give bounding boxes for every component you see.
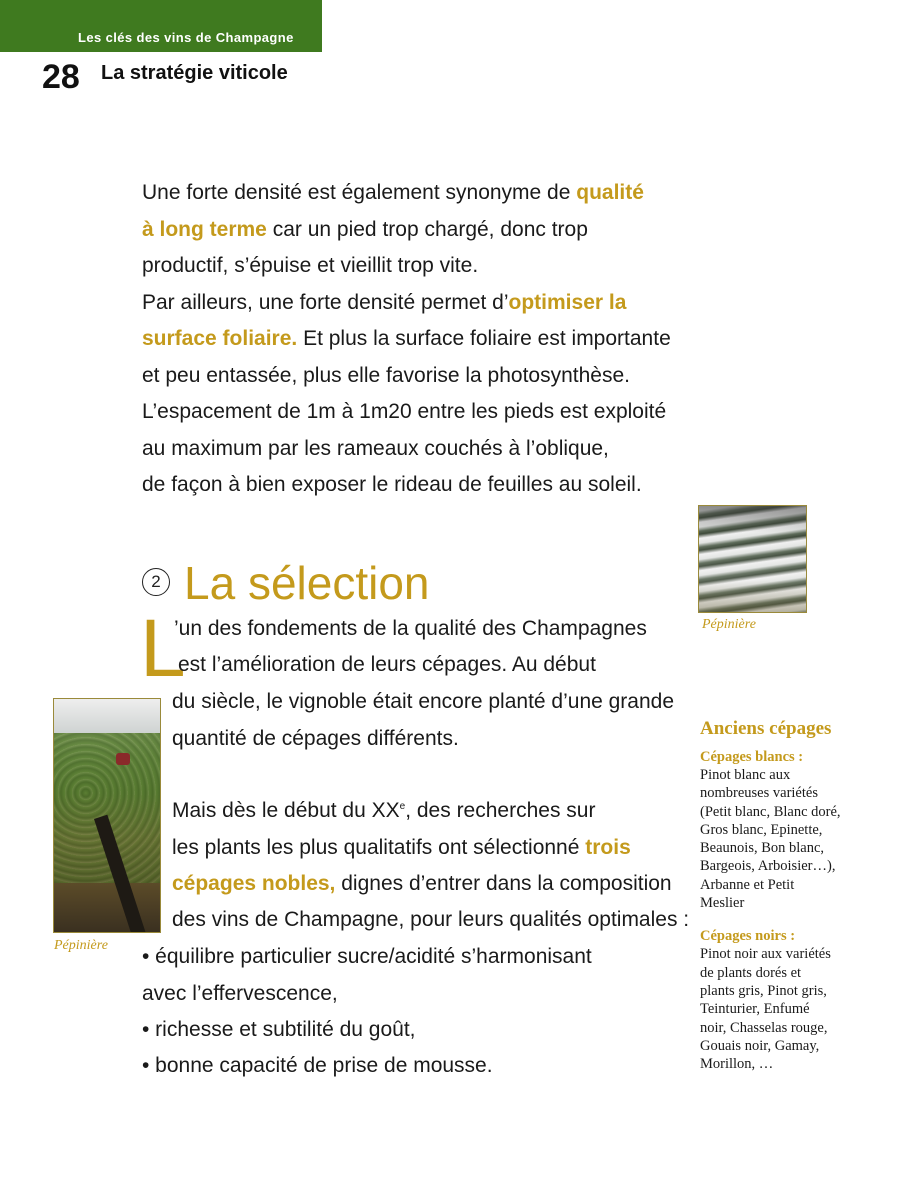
- text-line: [172, 836, 631, 860]
- text-line: du siècle, le vignoble était encore planté d’une grande: [172, 690, 675, 713]
- highlight-text: trois: [585, 836, 631, 859]
- text-line: [142, 285, 671, 322]
- text-line: [172, 872, 672, 896]
- sidebar-line: de plants dorés et: [700, 964, 802, 981]
- text-line: ’un des fondements de la qualité des Champagnes: [174, 617, 647, 640]
- text-line: est l’amélioration de leurs cépages. Au début: [178, 653, 596, 676]
- sidebar-line: noir, Chasselas rouge,: [700, 1019, 828, 1036]
- sidebar-line: Pinot blanc aux: [700, 767, 791, 783]
- photo-caption-top: Pépinière: [702, 617, 756, 632]
- text-line: [142, 175, 671, 212]
- sidebar-subtitle-black: Cépages noirs :: [700, 928, 796, 945]
- sidebar-white-list: [700, 766, 870, 912]
- superscript: e: [399, 801, 406, 812]
- drop-cap: L: [140, 603, 186, 694]
- text-line: [172, 799, 595, 823]
- bullet-item: • bonne capacité de prise de mousse.: [142, 1054, 493, 1077]
- text-line: productif, s’épuise et vieillit trop vite.: [142, 254, 479, 277]
- highlight-text: qualité: [576, 181, 644, 204]
- sidebar-line: nombreuses variétés: [700, 785, 818, 802]
- sidebar-line: Teinturier, Enfumé: [700, 1001, 810, 1018]
- spacer: [700, 912, 870, 928]
- sidebar-line: plants gris, Pinot gris,: [700, 982, 827, 999]
- highlight-text: surface foliaire.: [142, 327, 298, 350]
- highlight-text: cépages nobles,: [172, 872, 336, 895]
- text-line: et peu entassée, plus elle favorise la photosynthèse.: [142, 363, 630, 387]
- page-number: 28: [42, 58, 80, 96]
- text-run: , des recherches sur: [405, 799, 596, 822]
- sidebar-old-varieties: [700, 718, 870, 1073]
- book-title: Les clés des vins de Champagne: [78, 30, 294, 45]
- photo-figure: [116, 753, 130, 765]
- text-line: avec l’effervescence,: [142, 982, 338, 1005]
- sidebar-line: Pinot noir aux variétés: [700, 946, 831, 963]
- photo-sky: [54, 699, 160, 733]
- sidebar-line: Gouais noir, Gamay,: [700, 1037, 820, 1054]
- sidebar-line: (Petit blanc, Blanc doré,: [700, 803, 841, 820]
- sidebar-line: Beaunois, Bon blanc,: [700, 840, 825, 857]
- text-run: dignes d’entrer dans la composition: [335, 872, 672, 895]
- section-heading: La sélection: [184, 557, 430, 609]
- text-run: Et plus la surface foliaire est importante: [297, 327, 671, 350]
- sidebar-title: Anciens cépages: [700, 718, 832, 739]
- highlight-text: optimiser la: [508, 290, 627, 314]
- text-line: au maximum par les rameaux couchés à l’oblique,: [142, 436, 609, 460]
- sidebar-line: Meslier: [700, 895, 745, 912]
- nursery-photo-top: [698, 505, 807, 613]
- text-run: Une forte densité est également synonyme de: [142, 181, 577, 204]
- sidebar-line: Gros blanc, Epinette,: [700, 821, 823, 838]
- highlight-text: à long terme: [142, 217, 267, 241]
- photo-caption-left: Pépinière: [54, 938, 108, 953]
- sidebar-subtitle-white: Cépages blancs :: [700, 749, 804, 765]
- sidebar-line: Morillon, …: [700, 1056, 774, 1073]
- intro-paragraph: [142, 175, 671, 504]
- section-title: La stratégie viticole: [101, 62, 288, 84]
- sidebar-black-list: [700, 945, 870, 1073]
- nursery-photo-left: [53, 698, 161, 933]
- text-line: L’espacement de 1m à 1m20 entre les pieds est exploité: [142, 400, 667, 423]
- photo-shade: [699, 506, 806, 612]
- text-line: [142, 212, 671, 249]
- text-line: de façon à bien exposer le rideau de feuilles au soleil.: [142, 473, 642, 496]
- bullet-item: • équilibre particulier sucre/acidité s’harmonisant: [142, 945, 592, 968]
- sidebar-line: Arbanne et Petit: [700, 876, 795, 893]
- text-run: Mais dès le début du XX: [172, 799, 400, 822]
- text-run: Par ailleurs, une forte densité permet d’: [142, 290, 509, 314]
- text-run: car un pied trop chargé, donc trop: [266, 217, 588, 241]
- section-number-badge: 2: [142, 568, 170, 596]
- text-run: les plants les plus qualitatifs ont sélectionné: [172, 836, 586, 859]
- sidebar-line: Bargeois, Arboisier…),: [700, 858, 836, 875]
- text-line: quantité de cépages différents.: [172, 727, 459, 750]
- bullet-item: • richesse et subtilité du goût,: [142, 1018, 416, 1041]
- text-line: [142, 321, 671, 358]
- text-line: des vins de Champagne, pour leurs qualités optimales :: [172, 908, 690, 931]
